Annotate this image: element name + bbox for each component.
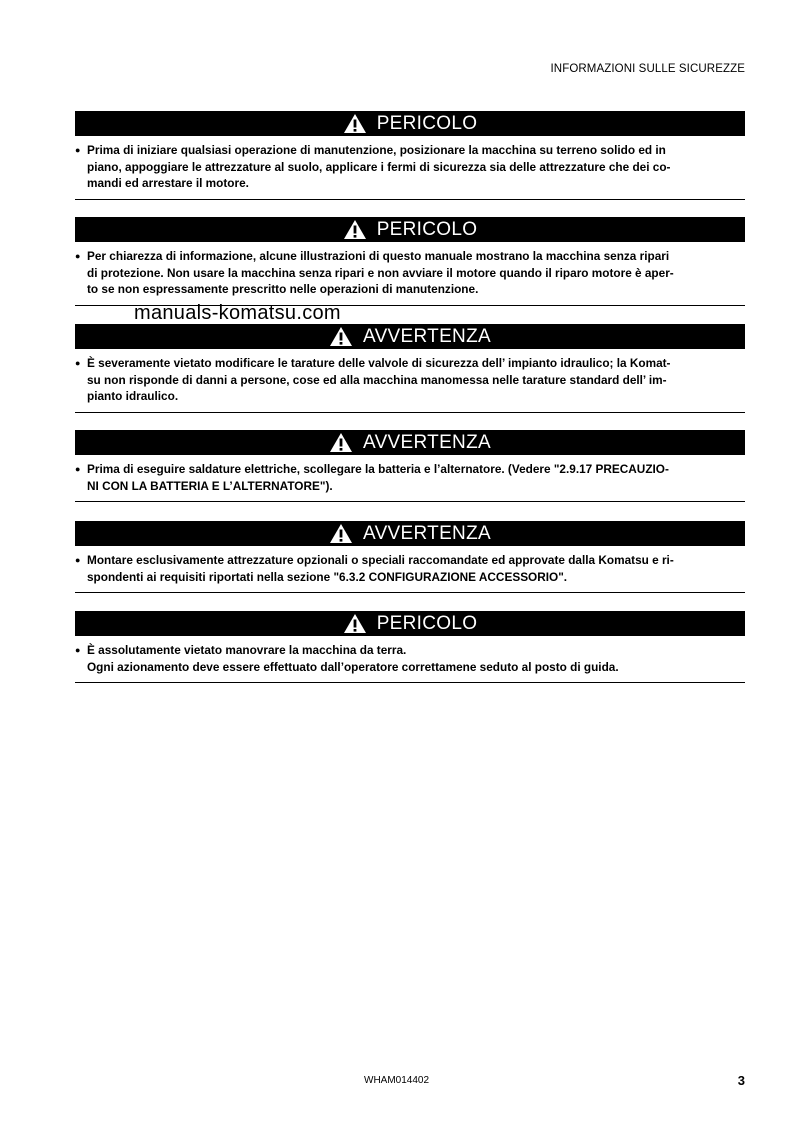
- bullet-text: [87, 248, 745, 298]
- text-line: spondenti ai requisiti riportati nella sezione "6.3.2 CONFIGURAZIONE ACCESSORIO".: [87, 569, 568, 584]
- text-line: to se non espressamente prescritto nelle operazioni di manutenzione.: [87, 282, 479, 296]
- banner-label: PERICOLO: [376, 218, 478, 240]
- banner-label: PERICOLO: [376, 112, 478, 134]
- warning-triangle-icon: [343, 113, 367, 134]
- text-line: piano, appoggiare le attrezzature al suolo, applicare i fermi di sicurezza sia delle attrezzature che dei co-: [87, 159, 671, 174]
- danger-banner: [75, 611, 745, 636]
- safety-block-pericolo-2: [75, 217, 745, 306]
- warning-banner: [75, 324, 745, 349]
- safety-block-avvertenza-2: [75, 430, 745, 502]
- text-line: Prima di iniziare qualsiasi operazione di manutenzione, posizionare la macchina su terreno solido ed in: [87, 143, 666, 157]
- safety-block-avvertenza-1: [75, 324, 745, 413]
- bullet-item: [75, 349, 745, 412]
- bullet-text: [87, 642, 745, 675]
- warning-triangle-icon: [343, 613, 367, 634]
- bullet-item: [75, 546, 745, 592]
- bullet-text: [87, 142, 745, 192]
- text-line: NI CON LA BATTERIA E L’ALTERNATORE").: [87, 478, 333, 493]
- bullet-icon: ●: [75, 145, 81, 155]
- danger-banner: [75, 217, 745, 242]
- text-line: Ogni azionamento deve essere effettuato dall’operatore correttamene seduto al posto di guida.: [87, 659, 619, 674]
- bullet-item: [75, 136, 745, 199]
- bullet-item: [75, 242, 745, 305]
- text-line: Prima di eseguire saldature elettriche, scollegare la batteria e l’alternatore. (Vedere "2.9.17 PRECAUZIO-: [87, 462, 669, 476]
- banner-label: AVVERTENZA: [363, 522, 491, 544]
- banner-label: AVVERTENZA: [363, 325, 491, 347]
- page-header-title: INFORMAZIONI SULLE SICUREZZE: [550, 63, 745, 75]
- warning-banner: [75, 430, 745, 455]
- bullet-item: [75, 636, 745, 682]
- bullet-item: [75, 455, 745, 501]
- bullet-icon: ●: [75, 555, 81, 565]
- bullet-icon: ●: [75, 251, 81, 261]
- banner-label: AVVERTENZA: [363, 431, 491, 453]
- text-line: mandi ed arrestare il motore.: [87, 176, 249, 190]
- warning-triangle-icon: [329, 326, 353, 347]
- document-code: WHAM014402: [364, 1075, 430, 1086]
- safety-block-pericolo-1: [75, 111, 745, 200]
- text-line: Per chiarezza di informazione, alcune illustrazioni di questo manuale mostrano la macchina senza ripari: [87, 249, 670, 263]
- bullet-text: [87, 355, 745, 405]
- warning-triangle-icon: [329, 432, 353, 453]
- banner-label: PERICOLO: [376, 612, 478, 634]
- danger-banner: [75, 111, 745, 136]
- watermark-text: manuals-komatsu.com: [134, 302, 341, 324]
- text-line: È severamente vietato modificare le tarature delle valvole di sicurezza dell’ impianto idraulico; la Komat-: [87, 356, 671, 370]
- text-line: di protezione. Non usare la macchina senza ripari e non avviare il motore quando il riparo motore è aper-: [87, 265, 674, 280]
- text-line: Montare esclusivamente attrezzature opzionali o speciali raccomandate ed approvate dalla Komatsu e ri-: [87, 553, 674, 567]
- safety-block-avvertenza-3: [75, 521, 745, 593]
- bullet-icon: ●: [75, 464, 81, 474]
- bullet-icon: ●: [75, 645, 81, 655]
- bullet-icon: ●: [75, 358, 81, 368]
- text-line: su non risponde di danni a persone, cose ed alla macchina manomessa nelle tarature standard dell’ im-: [87, 372, 667, 387]
- text-line: pianto idraulico.: [87, 389, 179, 403]
- bullet-text: [87, 552, 745, 585]
- bullet-text: [87, 461, 745, 494]
- text-line: È assolutamente vietato manovrare la macchina da terra.: [87, 643, 407, 657]
- warning-triangle-icon: [329, 523, 353, 544]
- warning-banner: [75, 521, 745, 546]
- warning-triangle-icon: [343, 219, 367, 240]
- page-number: 3: [737, 1073, 745, 1088]
- safety-block-pericolo-3: [75, 611, 745, 683]
